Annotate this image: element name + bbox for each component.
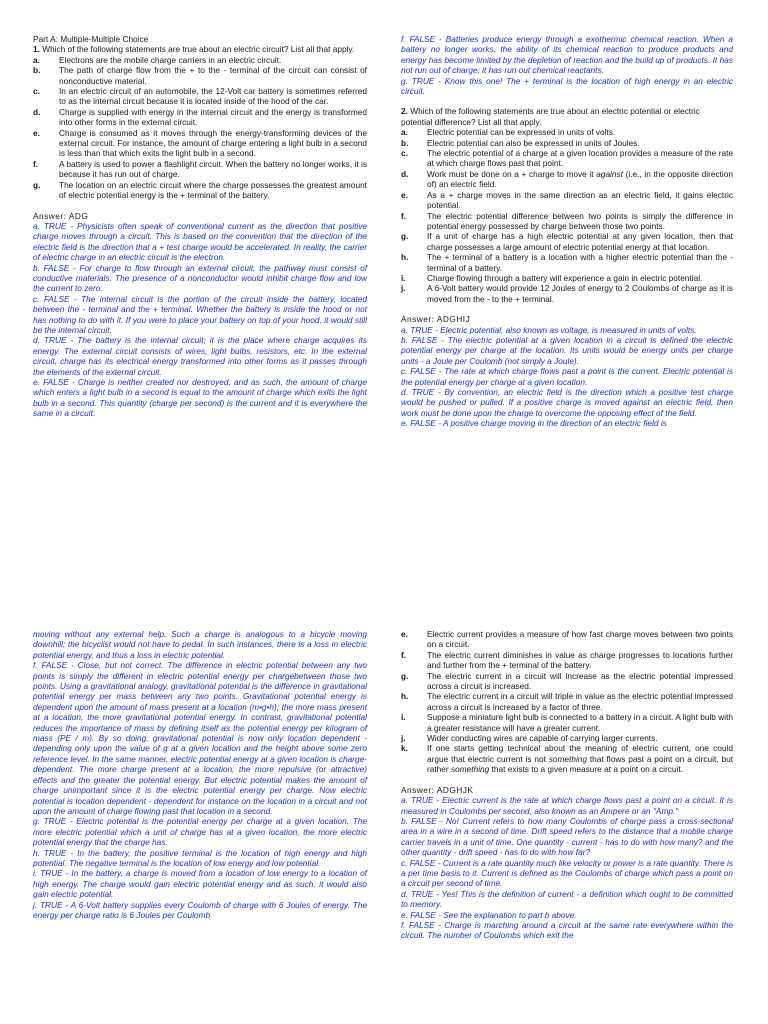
question-2-explanations <box>401 325 733 429</box>
q3-option-f <box>401 650 733 671</box>
option-text: Electric potential can also be expressed in units of Joules. <box>427 137 640 148</box>
question-1-explanations <box>33 221 367 419</box>
option-label: d. <box>401 168 409 179</box>
q1-option-e <box>33 128 367 159</box>
option-text-emphasis: something <box>548 753 588 764</box>
explanation-item: d. TRUE - Yes! This is the definition of current - a definition which ought to be committed to memory. <box>401 888 733 910</box>
explanation-item: b. FALSE - For charge to flow through an external circuit, the pathway must consist of conductive materials. The presence of a nonconductor would inhibit charge flow and low the current to zero. <box>33 262 367 294</box>
option-text: Suppose a miniature light bulb is connected to a battery in a circuit. A light bulb with a greater resistance will have a greater current. <box>427 712 733 733</box>
q2-option-g <box>401 231 733 252</box>
question-1-explanations-continued <box>401 34 733 96</box>
question-3-options <box>401 629 733 775</box>
explanation-item: a. TRUE - Physicists often speak of conventional current as the direction that positive charge moves through a circuit. This is based on the convention that the direction of the electric field is the direction that a + test charge would be accelerated. In reality, the carrier of electric charge in an electric circuit is the electron. <box>33 220 367 263</box>
explanation-item: b. FALSE - No! Current refers to how many Coulombs of charge pass a cross-sectional area in a wire in a second of time. Drift speed refers to the distance that a mobile charge carrier travels in a unit of time. One quantity - current - has to do with how many? and the other quantity - drift speed - has to do with how far? <box>401 815 733 858</box>
option-label: e. <box>33 127 40 138</box>
page2-left-column <box>33 629 367 920</box>
option-label: f. <box>401 649 407 660</box>
q3-option-i <box>401 712 733 733</box>
explanation-item: i. TRUE - In the battery, a charge is moved from a location of low energy to a location of high energy. The charge would gain electric potential energy and as such, it would also gain electric potential. <box>33 868 367 900</box>
option-text-emphasis: against <box>596 168 623 179</box>
explanation-item: g. TRUE - Know this one! The + terminal is the location of high energy in an electric circuit. <box>401 75 733 97</box>
question-1-options <box>33 55 367 201</box>
question-2-options <box>401 127 733 304</box>
option-text: In an electric circuit of an automobile, the 12-Volt car battery is sometimes referred to as the internal circuit because it is located inside of the hood of the car. <box>59 86 367 107</box>
q1-option-c <box>33 86 367 107</box>
explanation-item: a. TRUE - Electric current is the rate at which charge flows past a point on a circuit. It is measured in Coulombs per second, also known as an Ampere or an "Amp." <box>401 795 733 816</box>
page1-right-column <box>401 34 733 429</box>
option-label: b. <box>33 65 41 76</box>
question-3-explanations <box>401 795 733 941</box>
question-2-text: Which of the following statements are true about an electric potential or electric potential difference? List all that apply. <box>401 106 700 127</box>
option-text: The electric potential difference between two points is simply the difference in potential energy possessed by charge between those two points. <box>427 210 733 231</box>
option-label: g. <box>33 179 41 190</box>
option-text: Electric potential can be expressed in units of volts. <box>427 127 616 138</box>
explanation-item: a. TRUE - Electric potential, also known as voltage, is measured in units of volts. <box>401 324 697 335</box>
option-text: A battery is used to power a flashlight circuit. When the battery no longer works, it is because it has run out of charge. <box>59 158 367 180</box>
option-label: j. <box>401 283 406 294</box>
q2-option-a <box>401 127 733 137</box>
q1-option-b <box>33 65 367 86</box>
q2-option-b <box>401 138 733 148</box>
q3-option-g <box>401 671 733 692</box>
q2-option-i <box>401 273 733 283</box>
explanation-item: f. FALSE - Close, but not correct. The difference in electric potential between any two points is simply the different in electric potential energy per chargebetween those two points. Using a gravitational analogy, gravitational potential is the difference in gravitational potential energy per mass between any two points. Gravitational potential energy is dependent upon the amount of mass present at a location (m•g•h); the more mass present at a location, the more gravitational potential energy. In contrast, gravitational potential reduces the importance of mass by defining itself as the potential energy per kilogram of mass (PE / m). By so doing, gravitational potential is now only location dependent - depending only upon the value of g at a given location and the height above some zero reference level. In the same manner, electric potential energy at a given location is charge-dependent. The more charge present at a location, the more repulsive (or attractive) effects and the greater the potential energy. But electric potential makes the amount of charge unimportant since it is the electric potential energy per charge. Now electric potential is location dependent - dependent for instance on the location in a circuit and not upon the amount of charge flowing past that location in a second. <box>33 660 367 816</box>
answer-key: Answer: ADGHIJ <box>401 314 471 325</box>
option-label: k. <box>401 743 408 754</box>
explanation-item: e. FALSE - Charge is neither created nor destroyed, and as such, the amount of charge which enters a light bulb in a second is equal to the amount of charge which exits the light bulb in a second. This quantity (charge per second) is the current and it is everywhere the same in a circuit. <box>33 377 367 419</box>
option-label: i. <box>401 272 406 283</box>
option-label: c. <box>33 86 40 97</box>
option-text-emphasis: something <box>450 764 490 775</box>
question-1-number: 1. <box>33 44 40 55</box>
page1-left-column <box>33 34 367 419</box>
q3-option-e <box>401 629 733 650</box>
explanation-item: f. FALSE - Charge is marching around a circuit at the same rate everywhere within the circuit. The number of Coulombs which exit the <box>401 919 733 941</box>
option-text: The electric current diminishes in value as charge progresses to locations further and further from the + terminal of the battery. <box>427 649 733 671</box>
option-text: A 6-Volt battery would provide 12 Joules of energy to 2 Coulombs of charge as it is moved from the - to the + terminal. <box>427 283 733 304</box>
explanation-item: d. TRUE - The battery is the internal circuit; it is the place where charge acquires its energy. The external circuit consists of wires, light bulbs, resistors, etc. In the external circuit, charge has its electrical energy transformed into other forms as it passes through the elements of the external circuit. <box>33 335 367 377</box>
option-text: that flows past a point on a circuit, but rather <box>427 753 733 775</box>
q3-option-h <box>401 691 733 712</box>
question-1-text: Which of the following statements are true about an electric circuit? List all that apply. <box>42 44 355 55</box>
option-text: The electric current in a circuit will triple in value as the electric potential impressed across a circuit is increased by a factor of three. <box>427 691 733 712</box>
option-text: Work must be done on a + charge to move it <box>427 168 597 179</box>
option-label: d. <box>33 106 41 117</box>
option-text: As a + charge moves in the same direction as an electric field, it gains electric potential. <box>427 189 733 211</box>
question-2 <box>401 106 733 127</box>
option-label: e. <box>401 629 408 639</box>
q1-option-f <box>33 159 367 180</box>
option-label: g. <box>401 670 409 681</box>
page2-right-column <box>401 629 733 941</box>
question-2-number: 2. <box>401 106 408 117</box>
q2-option-c <box>401 148 733 169</box>
explanation-item: e. FALSE - See the explanation to part b above. <box>401 909 577 920</box>
option-text: (i.e., in the opposite direction of) an electric field. <box>427 168 733 190</box>
q2-option-d <box>401 169 733 190</box>
explanation-item: g. TRUE - Electric potential is the potential energy per charge at a given location. The more electric potential which a unit of charge has at a given location, the more electric potential energy that the charge has. <box>33 816 367 848</box>
option-text: The location on an electric circuit where the charge possesses the greatest amount of electric potential energy is the + terminal of the battery. <box>59 179 367 201</box>
option-label: c. <box>401 148 408 159</box>
section-title: Part A: Multiple-Multiple Choice <box>33 34 149 44</box>
option-text: If a unit of charge has a high electric potential at any given location, then that charge possesses a large amount of electric potential energy at that location. <box>427 231 733 252</box>
explanation-item: j. TRUE - A 6-Volt battery supplies every Coulomb of charge with 6 Joules of energy. The energy per charge ratio is 6 Joules per Coulomb <box>33 899 367 920</box>
option-label: f. <box>401 210 407 221</box>
option-label: a. <box>401 127 408 138</box>
explanation-item: f. FALSE - Batteries produce energy through a exothermic chemical reaction. When a battery no longer works, the ability of its chemical reaction to produce products and energy has become limited by the depletion of reaction and the build up of products. It has not run out of charge; it has run out chemical reactants. <box>401 34 733 76</box>
answer-key: Answer: ADG <box>33 210 89 221</box>
option-text: The path of charge flow from the + to the - terminal of the circuit can consist of nonconductive material. <box>59 65 367 86</box>
explanation-item: moving without any external help. Such a charge is analogous to a bicycle moving downhill; the bicyclist would not have to pedal. In such instances, there is a loss in electric potential energy, and thus a loss in electric potential. <box>33 629 367 660</box>
answer-key: Answer: ADGHJK <box>401 784 474 795</box>
option-text: Charge is supplied with energy in the internal circuit and the energy is transformed into other forms in the external circuit. <box>59 106 367 128</box>
question-1 <box>33 44 367 54</box>
option-text: The electric potential of a charge at a given location provides a measure of the rate at which charge flows past that point. <box>427 148 733 169</box>
explanation-item: b. FALSE - The electric potential at a given location in a circuit is defined the electric potential energy per charge at the location. Its units would be energy units per charge units - a Joule per Coulomb (not simply a Joule). <box>401 334 733 366</box>
option-label: i. <box>401 712 406 723</box>
document-page-2 <box>0 620 768 1024</box>
q2-option-e <box>401 190 733 211</box>
option-text: Electric current provides a measure of how fast charge moves between two points on a circuit. <box>427 629 733 650</box>
q1-option-g <box>33 180 367 201</box>
option-text: Electrons are the mobile charge carriers in an electric circuit. <box>59 54 282 65</box>
option-text: The electric current in a circuit will increase as the electric potential impressed across a circuit is increased. <box>427 670 733 692</box>
q3-option-k <box>401 743 733 774</box>
explanation-item: e. FALSE - A positive charge moving in the direction of an electric field is <box>401 418 667 429</box>
q1-option-a <box>33 55 367 65</box>
option-text: Charge flowing through a battery will experience a gain in electric potential. <box>427 272 703 283</box>
q2-option-j <box>401 283 733 304</box>
option-label: j. <box>401 733 406 744</box>
option-label: e. <box>401 189 408 200</box>
option-label: h. <box>401 252 409 263</box>
option-label: g. <box>401 231 409 242</box>
q3-option-j <box>401 733 733 743</box>
q2-option-h <box>401 252 733 273</box>
option-label: h. <box>401 691 409 702</box>
explanation-item: c. FALSE - The internal circuit is the portion of the circuit inside the battery, located between the - terminal and the + terminal. Whether the battery is inside the hood or not has nothing to do with it. If you were to place your battery on top of your hood, it would still be the internal circuit. <box>33 293 367 335</box>
explanation-item: h. TRUE - In the battery, the positive terminal is the location of high energy and high potential. The negative terminal is the location of low energy and low potential. <box>33 847 367 868</box>
option-label: f. <box>33 158 39 169</box>
option-text: that exists to a given measure at a point on a circuit. <box>489 764 683 775</box>
option-text: If one starts getting technical about the meaning of electric current, one could argue that electric current is not <box>427 743 733 764</box>
option-text: Charge is consumed as it moves through the energy-transforming devices of the external circuit. For instance, the amount of charge entering a light bulb in a second is less than that which exits the light bulb in a second. <box>59 127 367 159</box>
option-text: Wider conducting wires are capable of carrying larger currents. <box>427 733 658 744</box>
option-label: b. <box>401 137 409 148</box>
q1-option-d <box>33 107 367 128</box>
explanation-item: c. FALSE - Current is a rate quantity much like velocity or power is a rate quantity. There is a per time basis to it. Current is defined as the Coulombs of charge which pass a point on a circuit per second of time. <box>401 857 733 889</box>
option-text: The + terminal of a battery is a location with a higher electric potential than the - terminal of a battery. <box>427 252 733 273</box>
explanation-item: d. TRUE - By convention, an electric field is the direction which a positive test charge would be pushed or pulled. If a positive charge is moved against an electric field, then work must be done upon the charge to overcome the opposing effect of the field. <box>401 387 733 418</box>
option-label: a. <box>33 54 40 65</box>
explanation-item: c. FALSE - The rate at which charge flows past a point is the current. Electric potential is the potential energy per charge at a given location. <box>401 366 733 387</box>
q2-option-f <box>401 211 733 232</box>
